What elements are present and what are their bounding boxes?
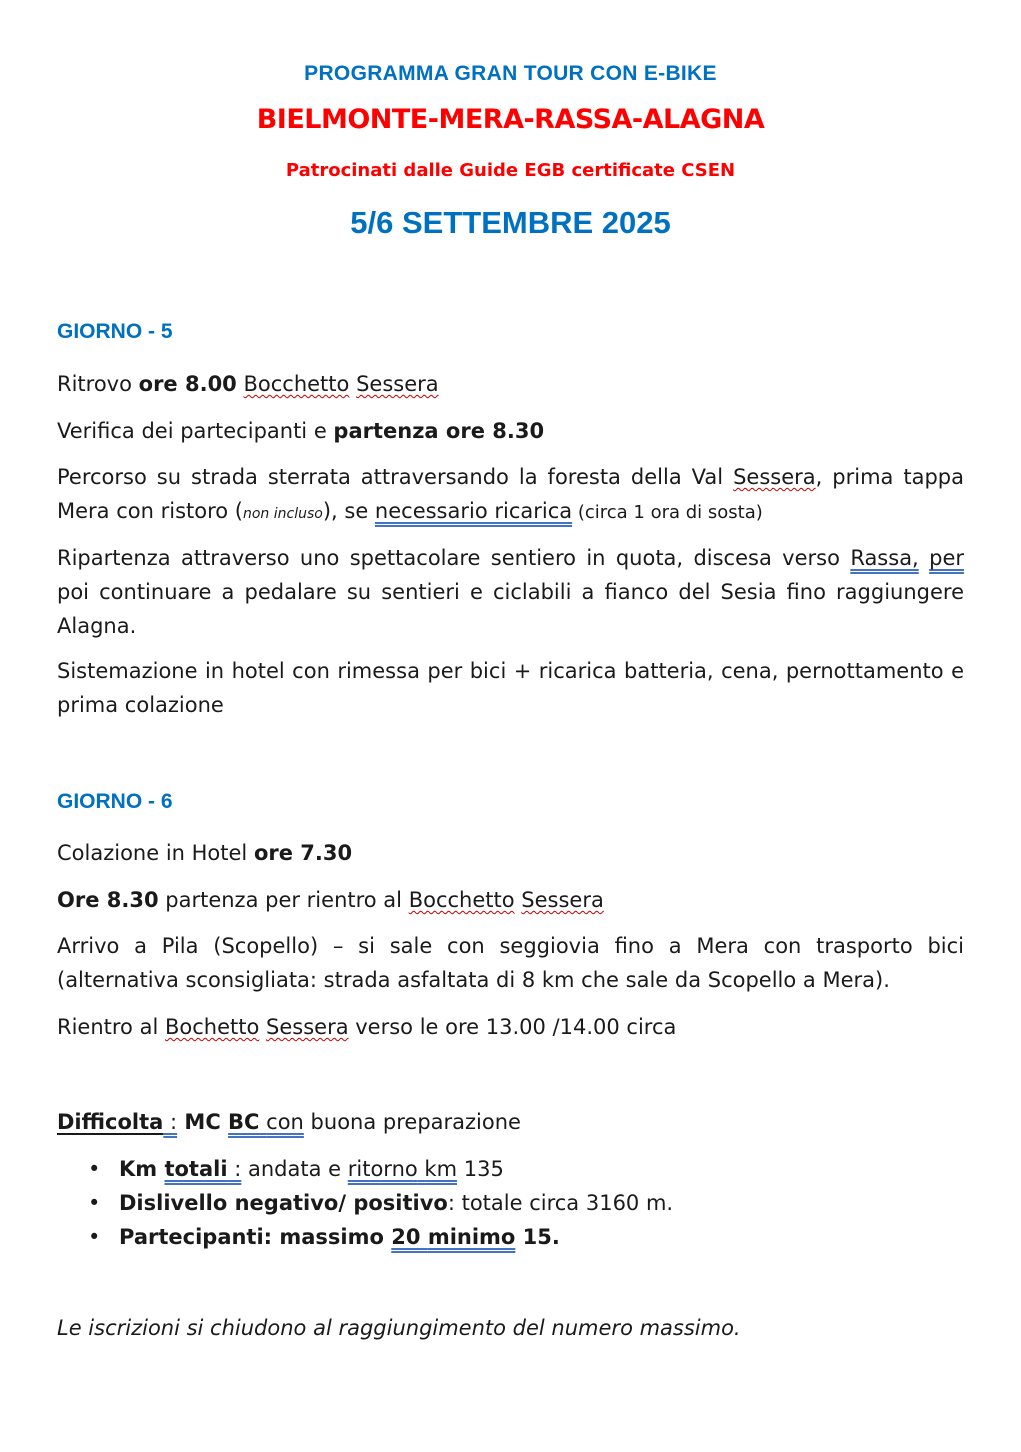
program-title: PROGRAMMA GRAN TOUR CON E-BIKE: [304, 62, 717, 85]
day5-hotel: Sistemazione in hotel con rimessa per bici + ricarica batteria, cena, pernottamento e prima colazione: [57, 659, 964, 717]
day5-route: Percorso su strada sterrata attraversando la foresta della Val Sessera, prima tappa Mera con ristoro (non incluso), se necessario ricarica (circa 1 ora di sosta): [57, 465, 965, 523]
bullet-icon: •: [88, 1225, 101, 1249]
bullet-icon: •: [88, 1191, 101, 1215]
day5-check: Verifica dei partecipanti e partenza ore 8.30: [57, 419, 545, 443]
closing-note: Le iscrizioni si chiudono al raggiungimento del numero massimo.: [57, 1316, 741, 1340]
day6-breakfast: Colazione in Hotel ore 7.30: [57, 841, 353, 865]
stat-elevation: • Dislivello negativo/ positivo: totale circa 3160 m.: [119, 1186, 673, 1220]
day5-meeting: Ritrovo ore 8.00 Bocchetto Sessera: [57, 372, 439, 396]
route-title: BIELMONTE-MERA-RASSA-ALAGNA: [256, 104, 765, 135]
day6-return: Rientro al Bochetto Sessera verso le ore 13.00 /14.00 circa: [57, 1015, 677, 1039]
stats-list: [88, 1152, 674, 1254]
stat-km: • Km totali : andata e ritorno km 135: [119, 1152, 673, 1186]
difficulty-line: Difficolta : MC BC con buona preparazione: [57, 1110, 521, 1134]
day5-heading: GIORNO - 5: [57, 320, 173, 343]
day6-heading: GIORNO - 6: [57, 790, 173, 813]
bullet-icon: •: [88, 1157, 101, 1181]
day6-departure: Ore 8.30 partenza per rientro al Bocchetto Sessera: [57, 888, 604, 912]
sponsor-line: Patrocinati dalle Guide EGB certificate CSEN: [285, 160, 736, 181]
event-date: 5/6 SETTEMBRE 2025: [350, 205, 671, 240]
stat-participants: • Partecipanti: massimo 20 minimo 15.: [119, 1220, 673, 1254]
day6-arrival: Arrivo a Pila (Scopello) – si sale con seggiovia fino a Mera con trasporto bici (alternativa sconsigliata: strada asfaltata di 8 km che sale da Scopello a Mera).: [57, 934, 964, 992]
day5-restart: Ripartenza attraverso uno spettacolare sentiero in quota, discesa verso Rassa, per poi continuare a pedalare su sentieri e ciclabili a fianco del Sesia fino raggiungere Alagna.: [57, 546, 964, 638]
